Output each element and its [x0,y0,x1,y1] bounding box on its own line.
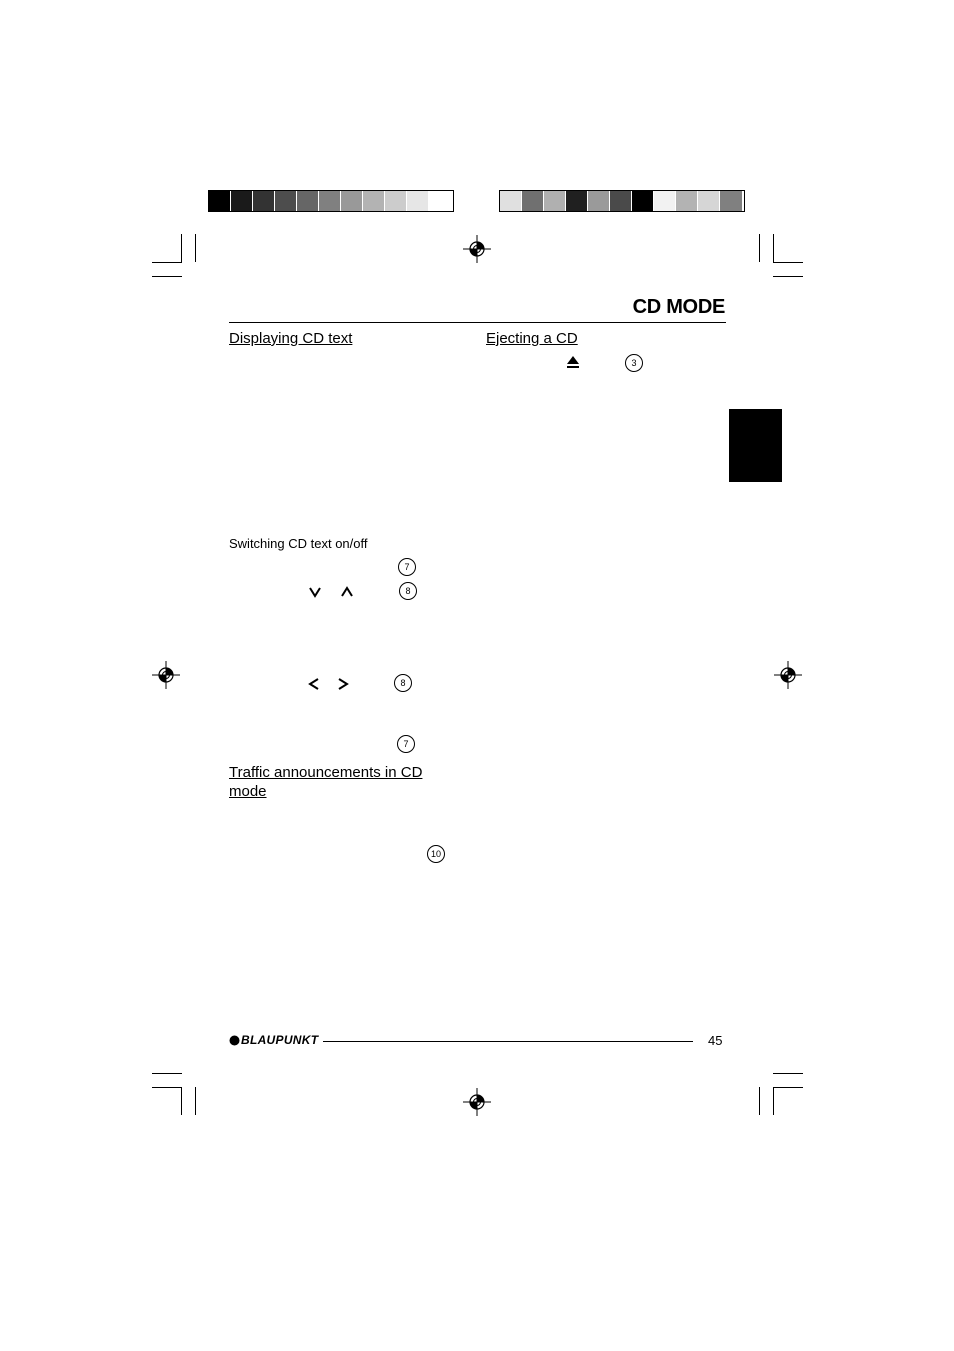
grayscale-bar-left [208,190,454,212]
gray-swatch [407,191,429,211]
grayscale-bar-right [499,190,745,212]
registration-mark-icon [152,661,180,689]
crop-mark [773,1087,774,1115]
gray-swatch [500,191,522,211]
crop-mark [759,234,760,262]
heading-ejecting-a-cd: Ejecting a CD [486,330,578,347]
crop-mark [152,1073,182,1074]
chevron-right-icon [336,677,350,691]
callout-badge-7: 7 [398,558,416,576]
page-number: 45 [708,1033,723,1048]
gray-swatch [698,191,720,211]
crop-mark [152,276,182,277]
crop-mark [773,276,803,277]
gray-swatch [720,191,742,211]
crop-mark [195,1087,196,1115]
title-rule [229,322,726,323]
gray-swatch [566,191,588,211]
gray-swatch [275,191,297,211]
crop-mark [773,262,803,263]
page-title: CD MODE [632,296,725,318]
gray-swatch [544,191,566,211]
gray-swatch [385,191,407,211]
gray-swatch [632,191,654,211]
footer-rule [323,1041,693,1042]
gray-swatch [610,191,632,211]
registration-mark-icon [774,661,802,689]
chevron-up-icon [340,585,354,599]
gray-swatch [676,191,698,211]
callout-badge-3: 3 [625,354,643,372]
eject-icon [566,355,580,369]
gray-swatch [429,191,451,211]
gray-swatch [209,191,231,211]
crop-mark [773,234,774,262]
subheading-switching-cd-text: Switching CD text on/off [229,536,368,551]
gray-swatch [319,191,341,211]
gray-swatch [588,191,610,211]
section-thumb-tab [729,409,782,482]
callout-badge-7: 7 [397,735,415,753]
gray-swatch [654,191,676,211]
crop-mark [152,1087,182,1088]
callout-badge-8: 8 [394,674,412,692]
gray-swatch [297,191,319,211]
heading-traffic-announcements: Traffic announcements in CD mode [229,764,423,800]
crop-mark [773,1087,803,1088]
crop-mark [181,234,182,262]
heading-displaying-cd-text: Displaying CD text [229,330,353,347]
callout-badge-10: 10 [427,845,445,863]
chevron-left-icon [307,677,321,691]
gray-swatch [253,191,275,211]
crop-mark [152,262,182,263]
registration-mark-icon [463,235,491,263]
crop-mark [181,1087,182,1115]
crop-mark [759,1087,760,1115]
callout-badge-8: 8 [399,582,417,600]
registration-mark-icon [463,1088,491,1116]
brand-dot-icon [229,1035,240,1046]
gray-swatch [522,191,544,211]
crop-mark [195,234,196,262]
chevron-down-icon [308,585,322,599]
gray-swatch [363,191,385,211]
brand-logo: BLAUPUNKT [241,1033,319,1047]
gray-swatch [231,191,253,211]
gray-swatch [341,191,363,211]
crop-mark [773,1073,803,1074]
